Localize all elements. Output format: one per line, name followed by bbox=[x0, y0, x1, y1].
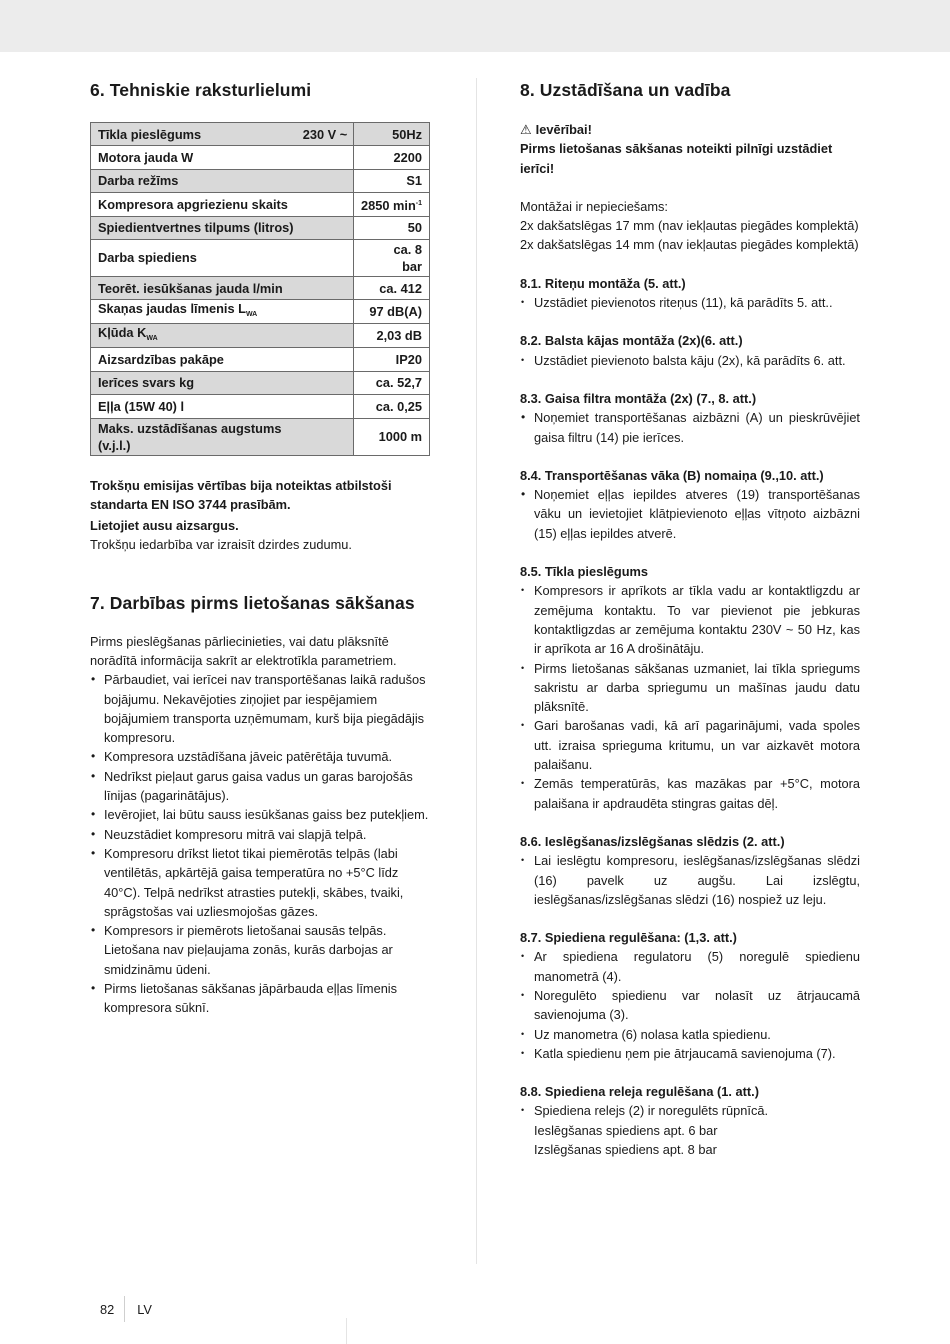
spec-value: ca. 0,25 bbox=[353, 395, 429, 418]
spec-label: Maks. uzstādīšanas augstums (v.j.l.) bbox=[91, 418, 354, 455]
language-code: LV bbox=[137, 1301, 152, 1317]
spec-label: Spiedientvertnes tilpums (litros) bbox=[91, 216, 354, 239]
list-item: • Kompresors ir aprīkots ar tīkla vadu ar kontaktligzdu ar zemējuma kontaktu. To var pievienot pie jebkuras kontaktligzdas ar zemējuma kontaktu 230V ~ 50 Hz, kas ir aprīkota ar 16 A drošinātāju. bbox=[520, 581, 860, 658]
subsection-8-5 bbox=[520, 562, 860, 813]
subsection-8-8 bbox=[520, 1082, 860, 1159]
spec-value: ca. 412 bbox=[353, 276, 429, 299]
spec-label: Kļūda $K_{WA}$ bbox=[91, 324, 354, 348]
list-item: • Uzstādiet pievienotos riteņus (11), kā parādīts 5. att.. bbox=[520, 293, 860, 312]
subsection-title: 8.6. Ieslēgšanas/izslēgšanas slēdzis (2. att.) bbox=[520, 833, 785, 849]
spec-label: Ierīces svars kg bbox=[91, 371, 354, 394]
list-item: • Gari barošanas vadi, kā arī pagarinājumi, vada spoles utt. izraisa sprieguma kritumu, un var aizkavēt motora palaišanu. bbox=[520, 716, 860, 774]
spec-row bbox=[91, 193, 430, 216]
mount-item: 2x dakšatslēgas 14 mm (nav iekļautas piegādes komplektā) bbox=[520, 237, 859, 253]
footer-separator bbox=[124, 1296, 125, 1322]
list-item: • Noņemiet eļļas iepildes atveres (19) transportēšanas vāku un ievietojiet klātpievienoto eļļas vītņoto aizbāzni (15) eļļas iepildes atverē. bbox=[520, 485, 860, 543]
subsection-8-1 bbox=[520, 274, 860, 313]
column-divider bbox=[476, 78, 477, 1264]
list-item: • Ar spiediena regulatoru (5) noregulē spiedienu manometrā (4). bbox=[520, 947, 860, 986]
relay-off-pressure: Izslēgšanas spiediens apt. 8 bar bbox=[534, 1142, 717, 1158]
list-item: • Ievērojiet, lai būtu sauss iesūkšanas gaiss bez putekļiem. bbox=[90, 805, 430, 824]
list-item: • Pirms lietošanas sākšanas uzmaniet, lai tīkla spriegums sakristu ar darba spriegumu un mašīnas jaudu datu plāksnītē. bbox=[520, 659, 860, 717]
subsection-8-7 bbox=[520, 928, 860, 1063]
subsection-title: 8.4. Transportēšanas vāka (B) nomaiņa (9.,10. att.) bbox=[520, 467, 824, 483]
spec-label: Skaņas jaudas līmenis $L_{WA}$ bbox=[91, 300, 354, 324]
section-8-title: 8. Uzstādīšana un vadība bbox=[520, 80, 731, 100]
subsection-8-4 bbox=[520, 466, 860, 543]
section-7-title: 7. Darbības pirms lietošanas sākšanas bbox=[90, 592, 415, 613]
subsection-title: 8.7. Spiediena regulēšana: (1,3. att.) bbox=[520, 930, 737, 946]
list-item: • Katla spiedienu ņem pie ātrjaucamā savienojuma (7). bbox=[520, 1044, 860, 1063]
subsection-title: 8.8. Spiediena releja regulēšana (1. att.) bbox=[520, 1084, 759, 1100]
spec-table bbox=[90, 122, 430, 456]
list-item: • Kompresora uzstādīšana jāveic patērētāja tuvumā. bbox=[90, 747, 430, 766]
subsection-title: 8.1. Riteņu montāža (5. att.) bbox=[520, 275, 686, 291]
section-6-title: 6. Tehniskie raksturlielumi bbox=[90, 80, 312, 100]
spec-value: 97 dB(A) bbox=[353, 300, 429, 324]
list-item: • Uzstādiet pievienoto balsta kāju (2x), kā parādīts 6. att. bbox=[520, 351, 860, 370]
spec-label: Motora jauda W bbox=[91, 146, 354, 169]
subsection-title: 8.2. Balsta kājas montāža (2x)(6. att.) bbox=[520, 333, 743, 349]
list-item: • Kompresors ir piemērots lietošanai sausās telpās. Lietošana nav pieļaujama zonās, kurās darbojas ar smidzināmu ūdeni. bbox=[90, 921, 430, 979]
subsection-title: 8.3. Gaisa filtra montāža (2x) (7., 8. att.) bbox=[520, 390, 757, 406]
spec-label: Tīkla pieslēgums bbox=[91, 123, 297, 146]
list-item: • Pārbaudiet, vai ierīcei nav transportēšanas laikā radušos bojājumu. Nekavējoties ziņojiet par iespējamiem bojājumiem transporta uzņēmumam, kurš bija piegādājis kompresoru. bbox=[90, 670, 430, 747]
subsection-8-3 bbox=[520, 389, 860, 447]
list-item: • Zemās temperatūrās, kas mazākas par +5°C, motora palaišana ir apdraudēta stingras gaitas dēļ. bbox=[520, 774, 860, 813]
spec-label: Teorēt. iesūkšanas jauda l/min bbox=[91, 276, 354, 299]
spec-row bbox=[91, 276, 430, 299]
subsection-8-6 bbox=[520, 832, 860, 909]
spec-row bbox=[91, 300, 430, 324]
spec-value: 2850 $\min^{-1}$ bbox=[353, 193, 429, 216]
warning-heading: ⚠ Ievērībai! bbox=[520, 122, 592, 137]
spec-row bbox=[91, 123, 430, 146]
spec-label: Eļļa (15W 40) l bbox=[91, 395, 354, 418]
list-item: • Noņemiet transportēšanas aizbāzni (A) un pieskrūvējiet gaisa filtru (14) pie ierīces. bbox=[520, 408, 860, 447]
spec-row bbox=[91, 371, 430, 394]
spec-row bbox=[91, 418, 430, 455]
page-number: 82 bbox=[100, 1301, 115, 1317]
relay-on-pressure: Ieslēgšanas spiediens apt. 6 bar bbox=[534, 1122, 718, 1138]
list-item: • Uz manometra (6) nolasa katla spiedienu. bbox=[520, 1025, 860, 1044]
spec-value: 50Hz bbox=[353, 123, 429, 146]
spec-row bbox=[91, 239, 430, 276]
spec-row bbox=[91, 169, 430, 192]
spec-mid: 230 V ~ bbox=[297, 123, 354, 146]
list-item: • Kompresoru drīkst lietot tikai piemērotās telpās (labi ventilētās, apkārtējā gaisa temperatūra no +5°C līdz 40°C). Telpā nedrīkst atrasties putekļi, skābes, tvaiki, sprāgstošas vai uzliesmojošas gāzes. bbox=[90, 844, 430, 921]
spec-value: 2,03 dB bbox=[353, 324, 429, 348]
list-item: • Nedrīkst pieļaut garus gaisa vadus un garas barojošās līnijas (pagarinātājus). bbox=[90, 767, 430, 806]
spec-value: ca. 8 bar bbox=[353, 239, 429, 276]
spec-row bbox=[91, 395, 430, 418]
mount-intro: Montāžai ir nepieciešams: bbox=[520, 198, 668, 214]
bottom-divider bbox=[346, 1318, 347, 1344]
section-7-intro: Pirms pieslēgšanas pārliecinieties, vai datu plāksnītē norādītā informācija sakrīt ar elektrotīkla parametriem. bbox=[90, 633, 397, 668]
spec-value: 50 bbox=[353, 216, 429, 239]
subsection-8-2 bbox=[520, 331, 860, 370]
mount-item: 2x dakšatslēgas 17 mm (nav iekļautas piegādes komplektā) bbox=[520, 218, 859, 234]
list-item: • Spiediena relejs (2) ir noregulēts rūpnīcā. bbox=[520, 1101, 860, 1120]
page-footer bbox=[100, 1296, 152, 1322]
subsection-title: 8.5. Tīkla pieslēgums bbox=[520, 564, 649, 580]
warning-text: Pirms lietošanas sākšanas noteikti pilnīgi uzstādiet ierīci! bbox=[520, 141, 833, 176]
spec-row bbox=[91, 324, 430, 348]
noise-note: Trokšņu emisijas vērtības bija noteiktas atbilstoši standarta EN ISO 3744 prasībām. bbox=[90, 477, 392, 512]
spec-row bbox=[91, 348, 430, 371]
spec-label: Aizsardzības pakāpe bbox=[91, 348, 354, 371]
left-column bbox=[90, 80, 430, 1018]
list-item: • Neuzstādiet kompresoru mitrā vai slapjā telpā. bbox=[90, 825, 430, 844]
list-item: • Noregulēto spiedienu var nolasīt uz ātrjaucamā savienojuma (3). bbox=[520, 986, 860, 1025]
spec-value: ca. 52,7 bbox=[353, 371, 429, 394]
list-item: • Pirms lietošanas sākšanas jāpārbauda eļļas līmenis kompresora sūknī. bbox=[90, 979, 430, 1018]
spec-value: 1000 m bbox=[353, 418, 429, 455]
spec-label: Kompresora apgriezienu skaits bbox=[91, 193, 354, 216]
spec-value: 2200 bbox=[353, 146, 429, 169]
right-column bbox=[520, 80, 860, 1159]
spec-label: Darba režīms bbox=[91, 169, 354, 192]
noise-warning: Trokšņu iedarbība var izraisīt dzirdes zudumu. bbox=[90, 537, 352, 553]
spec-row bbox=[91, 216, 430, 239]
spec-label: Darba spiediens bbox=[91, 239, 354, 276]
spec-row bbox=[91, 146, 430, 169]
spec-value: IP20 bbox=[353, 348, 429, 371]
spec-value: S1 bbox=[353, 169, 429, 192]
list-item: • Lai ieslēgtu kompresoru, ieslēgšanas/izslēgšanas slēdzi (16) pavelk uz augšu. Lai izslēgtu, ieslēgšanas/izslēgšanas slēdzi (16) nospiež uz leju. bbox=[520, 851, 860, 909]
warning-triangle-icon: ⚠ bbox=[520, 122, 532, 137]
ear-protection-note: Lietojiet ausu aizsargus. bbox=[90, 518, 239, 534]
section-7-list bbox=[90, 670, 430, 1017]
header-band bbox=[0, 0, 950, 52]
